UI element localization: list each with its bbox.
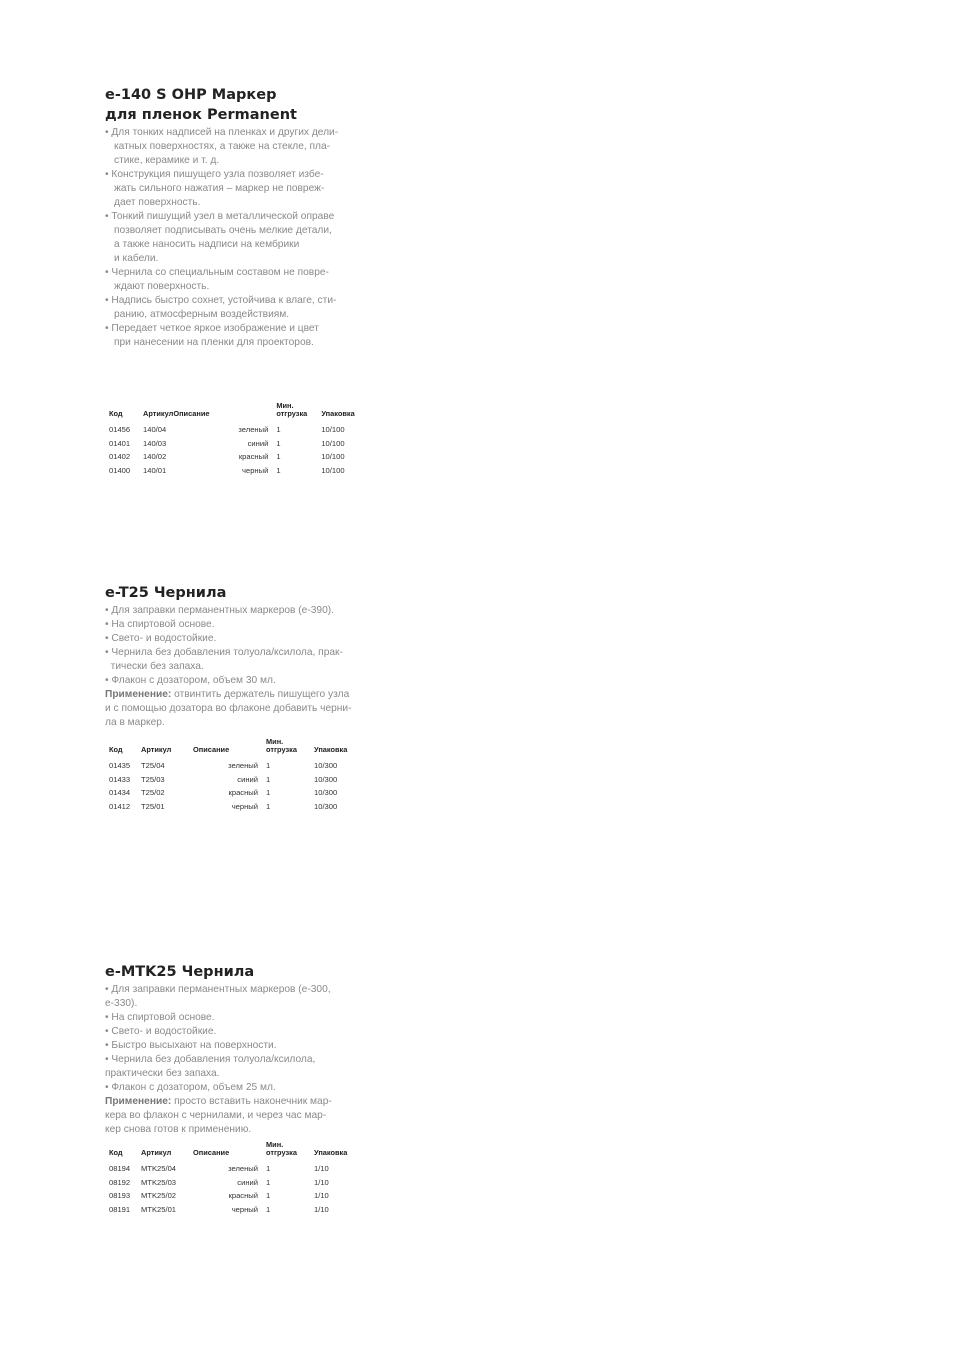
- feature-line: • Чернила без добавления толуола/ксилола,: [105, 1054, 316, 1065]
- feature-line: • Флакон с дозатором, объем 25 мл.: [105, 1082, 276, 1093]
- product-table-wrap: [105, 402, 366, 478]
- feature-line: практически без запаха.: [105, 1068, 220, 1079]
- header-description: Описание: [193, 745, 230, 754]
- cell-min-shipment: 1: [266, 1191, 271, 1201]
- header-article: Артикул: [143, 409, 174, 418]
- header-article: Артикул: [141, 745, 172, 754]
- feature-line: • Чернила со специальным составом не повре-: [105, 266, 375, 280]
- title-line: для пленок Permanent: [105, 107, 297, 123]
- cell-description: синий: [237, 1177, 258, 1187]
- feature-line: дает поверхность.: [114, 197, 201, 208]
- table-row: [109, 786, 359, 800]
- cell-description: черный: [231, 1205, 258, 1215]
- cell-min-shipment: 1: [276, 452, 281, 462]
- cell-description: зеленый: [228, 761, 258, 770]
- cell-description: черный: [242, 466, 269, 476]
- cell-description: черный: [231, 802, 258, 812]
- feature-line: тически без запаха.: [105, 661, 204, 672]
- usage-line: кера во флакон с чернилами, и через час мар-: [105, 1110, 327, 1121]
- cell-package: 10/100: [321, 425, 345, 434]
- usage-line: [105, 1095, 380, 1109]
- cell-package: 10/300: [314, 761, 338, 770]
- table-row: [109, 759, 359, 773]
- usage-label: Применение:: [105, 1096, 172, 1107]
- table-row: [109, 1203, 359, 1217]
- header-package: Упаковка: [314, 1148, 348, 1157]
- feature-line: позволяет подписывать очень мелкие детали,: [114, 225, 332, 236]
- product-table-wrap: [105, 1141, 359, 1217]
- header-package: Упаковка: [321, 409, 355, 418]
- header-code: Код: [109, 1148, 123, 1157]
- feature-line: • Для заправки перманентных маркеров (e-390).: [105, 605, 334, 616]
- product-title: [105, 85, 375, 125]
- header-code: Код: [109, 409, 123, 418]
- header-description: Описание: [173, 409, 210, 418]
- cell-code: 08191: [109, 1205, 131, 1215]
- feature-line: • Передает четкое яркое изображение и цвет: [105, 322, 375, 336]
- feature-list: [105, 126, 375, 350]
- usage-text: отвинтить держатель пишущего узла: [171, 689, 350, 700]
- header-min-shipment: Мин. отгрузка: [266, 737, 297, 754]
- usage-line: и с помощью дозатора во флаконе добавить черни-: [105, 703, 352, 714]
- feature-line: при нанесении на пленки для проекторов.: [114, 337, 314, 348]
- cell-min-shipment: 1: [266, 802, 271, 812]
- cell-article: MTK25/03: [141, 1177, 177, 1187]
- cell-min-shipment: 1: [266, 761, 271, 770]
- cell-code: 01400: [109, 466, 131, 476]
- usage-line: кер снова готов к применению.: [105, 1124, 252, 1135]
- feature-line: • Свето- и водостойкие.: [105, 633, 217, 644]
- feature-line: стике, керамике и т. д.: [114, 155, 220, 166]
- cell-article: MTK25/04: [141, 1164, 177, 1173]
- cell-min-shipment: 1: [276, 438, 281, 448]
- cell-package: 10/100: [321, 438, 345, 448]
- table-header-row: [109, 402, 366, 423]
- cell-code: 08193: [109, 1191, 131, 1201]
- cell-min-shipment: 1: [266, 774, 271, 784]
- feature-line: • Свето- и водостойкие.: [105, 1026, 217, 1037]
- feature-line: жать сильного нажатия – маркер не повреж-: [114, 183, 325, 194]
- usage-line: [105, 688, 380, 702]
- feature-line: • На спиртовой основе.: [105, 619, 215, 630]
- cell-article: 140/04: [143, 425, 167, 434]
- feature-line: ждают поверхность.: [114, 281, 210, 292]
- product-table: [109, 402, 366, 478]
- feature-line: • На спиртовой основе.: [105, 1012, 215, 1023]
- table-row: [109, 464, 366, 478]
- cell-package: 10/100: [321, 452, 345, 462]
- cell-package: 10/300: [314, 788, 338, 798]
- cell-article: 140/01: [143, 466, 167, 476]
- cell-description: синий: [237, 774, 258, 784]
- cell-package: 1/10: [314, 1164, 329, 1173]
- feature-line: • Для тонких надписей на пленках и других дели-: [105, 126, 375, 140]
- header-description: Описание: [193, 1148, 230, 1157]
- product-section-e140: [105, 85, 375, 350]
- feature-list: [105, 604, 380, 730]
- cell-description: красный: [238, 452, 269, 462]
- feature-line: ранию, атмосферным воздействиям.: [114, 309, 290, 320]
- header-package: Упаковка: [314, 745, 348, 754]
- product-section-et25: [105, 583, 380, 730]
- cell-min-shipment: 1: [276, 466, 281, 476]
- cell-package: 10/300: [314, 774, 338, 784]
- table-row: [109, 1176, 359, 1190]
- cell-code: 01412: [109, 802, 131, 812]
- cell-min-shipment: 1: [266, 1205, 271, 1215]
- feature-line: • Надпись быстро сохнет, устойчива к влаге, сти-: [105, 294, 375, 308]
- cell-description: красный: [228, 1191, 258, 1201]
- header-min-shipment: Мин. отгрузка: [266, 1140, 297, 1157]
- usage-label: Применение:: [105, 689, 172, 700]
- cell-code: 01435: [109, 761, 131, 770]
- product-title: [105, 583, 380, 603]
- feature-line: • Тонкий пишущий узел в металлической оправе: [105, 210, 375, 224]
- cell-article: MTK25/02: [141, 1191, 177, 1201]
- cell-package: 10/100: [321, 466, 345, 476]
- cell-min-shipment: 1: [266, 788, 271, 798]
- product-section-emtk25: [105, 962, 380, 1137]
- cell-article: 140/03: [143, 438, 167, 448]
- cell-code: 01456: [109, 425, 131, 434]
- cell-description: синий: [247, 438, 269, 448]
- header-article: Артикул: [141, 1148, 172, 1157]
- cell-description: красный: [228, 788, 258, 798]
- cell-article: T25/03: [141, 774, 165, 784]
- table-header-row: [109, 1141, 359, 1162]
- table-row: [109, 773, 359, 787]
- cell-package: 1/10: [314, 1205, 329, 1215]
- product-table: [109, 738, 359, 814]
- cell-min-shipment: 1: [266, 1177, 271, 1187]
- feature-line: • Конструкция пишущего узла позволяет избе-: [105, 168, 375, 182]
- table-row: [109, 800, 359, 814]
- title-line: e-MTK25 Чернила: [105, 964, 255, 980]
- feature-list: [105, 983, 380, 1137]
- feature-line: • Быстро высыхают на поверхности.: [105, 1040, 277, 1051]
- cell-package: 10/300: [314, 802, 338, 812]
- table-row: [109, 437, 366, 451]
- cell-code: 01434: [109, 788, 131, 798]
- table-body: [109, 423, 366, 478]
- cell-package: 1/10: [314, 1177, 329, 1187]
- cell-article: 140/02: [143, 452, 167, 462]
- table-body: [109, 759, 359, 814]
- feature-line: а также наносить надписи на кембрики: [114, 239, 300, 250]
- table-header-row: [109, 738, 359, 759]
- cell-code: 01401: [109, 438, 131, 448]
- cell-description: зеленый: [238, 425, 269, 434]
- cell-article: MTK25/01: [141, 1205, 177, 1215]
- header-min-shipment: Мин. отгрузка: [276, 401, 308, 418]
- cell-code: 01402: [109, 452, 131, 462]
- cell-package: 1/10: [314, 1191, 329, 1201]
- feature-line: катных поверхностях, а также на стекле, пла-: [114, 141, 331, 152]
- product-table: [109, 1141, 359, 1217]
- product-title: [105, 962, 380, 982]
- table-row: [109, 423, 366, 437]
- cell-min-shipment: 1: [276, 425, 281, 434]
- table-row: [109, 1189, 359, 1203]
- title-line: e-140 S OHP Маркер: [105, 87, 277, 103]
- cell-code: 08194: [109, 1164, 131, 1173]
- title-line: e-T25 Чернила: [105, 585, 227, 601]
- feature-line: • Флакон с дозатором, объем 30 мл.: [105, 675, 276, 686]
- table-body: [109, 1162, 359, 1217]
- product-table-wrap: [105, 738, 359, 814]
- cell-code: 08192: [109, 1177, 131, 1187]
- cell-article: T25/01: [141, 802, 165, 812]
- table-row: [109, 1162, 359, 1176]
- table-row: [109, 450, 366, 464]
- feature-line: • Чернила без добавления толуола/ксилола, прак-: [105, 647, 343, 658]
- usage-text: просто вставить наконечник мар-: [171, 1096, 332, 1107]
- cell-article: T25/02: [141, 788, 165, 798]
- feature-line: и кабели.: [114, 253, 159, 264]
- cell-article: T25/04: [141, 761, 165, 770]
- cell-description: зеленый: [228, 1164, 258, 1173]
- cell-min-shipment: 1: [266, 1164, 271, 1173]
- feature-line: e-330).: [105, 998, 138, 1009]
- header-code: Код: [109, 745, 123, 754]
- feature-line: • Для заправки перманентных маркеров (e-300,: [105, 984, 331, 995]
- usage-line: ла в маркер.: [105, 717, 165, 728]
- cell-code: 01433: [109, 774, 131, 784]
